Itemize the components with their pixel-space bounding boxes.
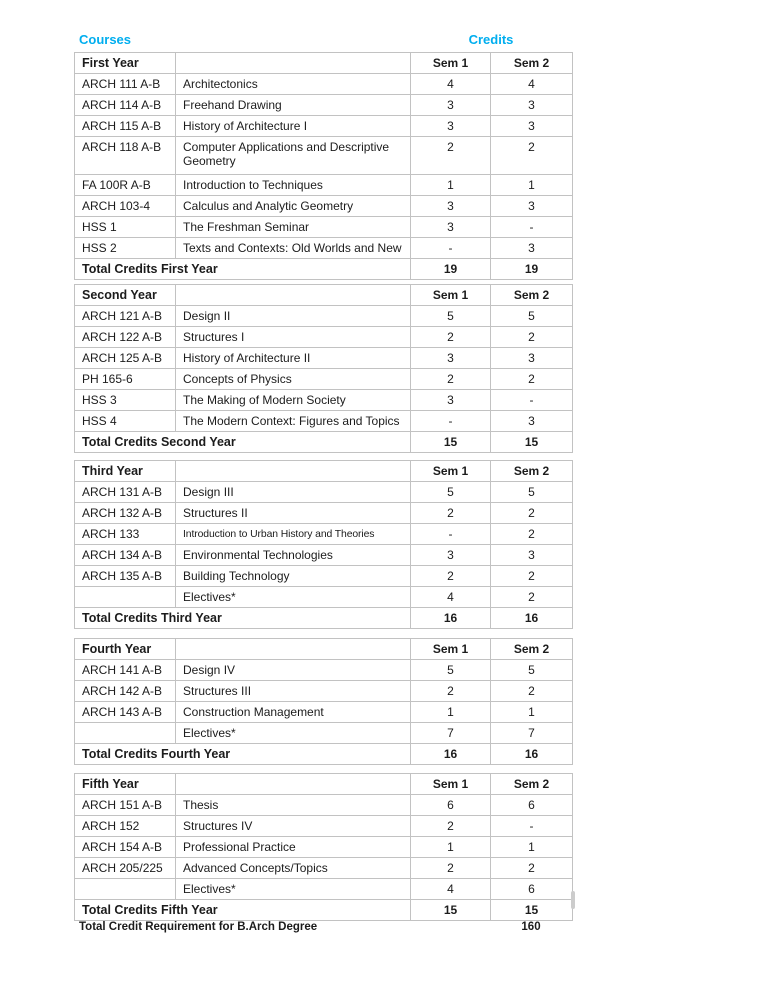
column-titles — [74, 32, 572, 48]
course-code-cell — [75, 723, 176, 744]
sem2-credit-cell: 3 — [491, 196, 573, 217]
table-header-row — [75, 774, 573, 795]
course-name-cell: Electives* — [176, 723, 411, 744]
course-code-cell: HSS 3 — [75, 390, 176, 411]
course-code-cell: ARCH 131 A-B — [75, 482, 176, 503]
sem2-credit-cell: 5 — [491, 306, 573, 327]
sem2-credit-cell: 2 — [491, 681, 573, 702]
sem2-credit-cell: 3 — [491, 348, 573, 369]
grand-total-row — [74, 921, 572, 937]
course-name-cell: History of Architecture I — [176, 116, 411, 137]
course-name-cell: Construction Management — [176, 702, 411, 723]
table-row — [75, 390, 573, 411]
course-code-cell: ARCH 122 A-B — [75, 327, 176, 348]
total-row — [75, 608, 573, 629]
sem1-credit-cell: 1 — [411, 175, 491, 196]
first-year-table — [74, 52, 573, 280]
sem1-credit-cell: 7 — [411, 723, 491, 744]
total-sem1-cell: 16 — [411, 608, 491, 629]
sem2-header: Sem 2 — [491, 774, 573, 795]
course-code-cell: ARCH 151 A-B — [75, 795, 176, 816]
course-name-cell: Structures II — [176, 503, 411, 524]
sem1-credit-cell: 6 — [411, 795, 491, 816]
course-code-cell: ARCH 134 A-B — [75, 545, 176, 566]
sem2-credit-cell: 2 — [491, 524, 573, 545]
sem2-credit-cell: 5 — [491, 660, 573, 681]
course-code-cell: HSS 2 — [75, 238, 176, 259]
course-name-cell: Computer Applications and Descriptive Geometry — [176, 137, 411, 175]
course-code-cell — [75, 587, 176, 608]
course-name-cell: The Freshman Seminar — [176, 217, 411, 238]
total-sem2-cell: 15 — [491, 432, 573, 453]
sem1-header: Sem 1 — [411, 285, 491, 306]
table-row — [75, 217, 573, 238]
sem1-credit-cell: 3 — [411, 217, 491, 238]
course-name-cell: Electives* — [176, 587, 411, 608]
table-row — [75, 660, 573, 681]
course-code-cell: ARCH 118 A-B — [75, 137, 176, 175]
sem2-header: Sem 2 — [491, 285, 573, 306]
total-label-cell: Total Credits Fifth Year — [75, 900, 411, 921]
course-code-cell: HSS 1 — [75, 217, 176, 238]
course-name-cell: Texts and Contexts: Old Worlds and New — [176, 238, 411, 259]
sem1-credit-cell: 2 — [411, 137, 491, 175]
total-row — [75, 259, 573, 280]
sem2-credit-cell: - — [491, 217, 573, 238]
sem2-credit-cell: 3 — [491, 411, 573, 432]
course-code-cell: ARCH 125 A-B — [75, 348, 176, 369]
total-sem2-cell: 15 — [491, 900, 573, 921]
sem2-credit-cell: 2 — [491, 858, 573, 879]
year-label: Second Year — [75, 285, 176, 306]
course-name-cell: History of Architecture II — [176, 348, 411, 369]
course-code-cell: ARCH 103-4 — [75, 196, 176, 217]
table-row — [75, 681, 573, 702]
course-code-cell: ARCH 141 A-B — [75, 660, 176, 681]
table-row — [75, 411, 573, 432]
sem1-header: Sem 1 — [411, 774, 491, 795]
table-header-row — [75, 461, 573, 482]
course-code-cell — [75, 879, 176, 900]
course-name-cell: Structures IV — [176, 816, 411, 837]
empty-header-cell — [176, 774, 411, 795]
sem1-credit-cell: 2 — [411, 566, 491, 587]
table-row — [75, 702, 573, 723]
table-row — [75, 116, 573, 137]
total-sem1-cell: 15 — [411, 432, 491, 453]
course-code-cell: ARCH 133 — [75, 524, 176, 545]
total-label-cell: Total Credits Second Year — [75, 432, 411, 453]
course-name-cell: Professional Practice — [176, 837, 411, 858]
table-row — [75, 858, 573, 879]
courses-title: Courses — [79, 32, 132, 47]
year-label: Fifth Year — [75, 774, 176, 795]
table-row — [75, 306, 573, 327]
sem1-credit-cell: 2 — [411, 858, 491, 879]
course-name-cell: Environmental Technologies — [176, 545, 411, 566]
sem1-credit-cell: 3 — [411, 545, 491, 566]
total-sem2-cell: 16 — [491, 608, 573, 629]
course-name-cell: Structures I — [176, 327, 411, 348]
sem2-credit-cell: 5 — [491, 482, 573, 503]
sem2-credit-cell: 4 — [491, 74, 573, 95]
scrollbar-thumb[interactable] — [571, 891, 575, 909]
credits-title: Credits — [468, 32, 514, 47]
table-row — [75, 175, 573, 196]
sem2-credit-cell: 3 — [491, 545, 573, 566]
fifth-year-table — [74, 773, 573, 921]
table-row — [75, 545, 573, 566]
sem1-credit-cell: 5 — [411, 482, 491, 503]
sem1-credit-cell: - — [411, 238, 491, 259]
sem2-credit-cell: 3 — [491, 95, 573, 116]
course-name-cell: Advanced Concepts/Topics — [176, 858, 411, 879]
sem2-credit-cell: 2 — [491, 566, 573, 587]
course-code-cell: PH 165-6 — [75, 369, 176, 390]
course-name-cell: The Modern Context: Figures and Topics — [176, 411, 411, 432]
course-code-cell: ARCH 121 A-B — [75, 306, 176, 327]
table-header-row — [75, 285, 573, 306]
sem1-credit-cell: 5 — [411, 660, 491, 681]
total-sem1-cell: 19 — [411, 259, 491, 280]
total-sem1-cell: 15 — [411, 900, 491, 921]
table-row — [75, 348, 573, 369]
course-name-cell: Building Technology — [176, 566, 411, 587]
total-label-cell: Total Credits Fourth Year — [75, 744, 411, 765]
sem2-credit-cell: 2 — [491, 327, 573, 348]
table-header-row — [75, 639, 573, 660]
sem2-credit-cell: - — [491, 816, 573, 837]
sem1-credit-cell: 1 — [411, 837, 491, 858]
sem1-credit-cell: 3 — [411, 390, 491, 411]
sem2-credit-cell: - — [491, 390, 573, 411]
course-code-cell: ARCH 205/225 — [75, 858, 176, 879]
total-label-cell: Total Credits Third Year — [75, 608, 411, 629]
table-row — [75, 238, 573, 259]
total-row — [75, 432, 573, 453]
sem1-credit-cell: 1 — [411, 702, 491, 723]
course-code-cell: ARCH 154 A-B — [75, 837, 176, 858]
course-name-cell: Introduction to Urban History and Theories — [176, 524, 411, 545]
table-header-row — [75, 53, 573, 74]
sem1-credit-cell: 2 — [411, 681, 491, 702]
sem1-credit-cell: 4 — [411, 74, 491, 95]
sem2-credit-cell: 1 — [491, 175, 573, 196]
sem2-credit-cell: 2 — [491, 587, 573, 608]
sem1-credit-cell: 2 — [411, 327, 491, 348]
course-name-cell: Design IV — [176, 660, 411, 681]
table-row — [75, 137, 573, 175]
sem1-credit-cell: 3 — [411, 116, 491, 137]
sem2-credit-cell: 6 — [491, 879, 573, 900]
sem1-credit-cell: 3 — [411, 95, 491, 116]
empty-header-cell — [176, 639, 411, 660]
empty-header-cell — [176, 461, 411, 482]
course-code-cell: ARCH 132 A-B — [75, 503, 176, 524]
year-label: Third Year — [75, 461, 176, 482]
year-label: First Year — [75, 53, 176, 74]
table-row — [75, 482, 573, 503]
sem2-credit-cell: 3 — [491, 116, 573, 137]
empty-header-cell — [176, 53, 411, 74]
course-name-cell: Design II — [176, 306, 411, 327]
sem2-credit-cell: 2 — [491, 369, 573, 390]
table-row — [75, 95, 573, 116]
course-name-cell: Freehand Drawing — [176, 95, 411, 116]
sem1-credit-cell: - — [411, 411, 491, 432]
sem2-header: Sem 2 — [491, 53, 573, 74]
sem1-credit-cell: 3 — [411, 348, 491, 369]
table-row — [75, 503, 573, 524]
total-sem1-cell: 16 — [411, 744, 491, 765]
sem2-credit-cell: 2 — [491, 137, 573, 175]
total-sem2-cell: 16 — [491, 744, 573, 765]
sem1-credit-cell: 4 — [411, 587, 491, 608]
course-name-cell: Thesis — [176, 795, 411, 816]
sem1-credit-cell: 2 — [411, 503, 491, 524]
course-name-cell: Calculus and Analytic Geometry — [176, 196, 411, 217]
total-row — [75, 744, 573, 765]
course-code-cell: ARCH 135 A-B — [75, 566, 176, 587]
table-row — [75, 587, 573, 608]
sem2-credit-cell: 7 — [491, 723, 573, 744]
sem2-credit-cell: 6 — [491, 795, 573, 816]
grand-total-value: 160 — [521, 921, 541, 933]
course-code-cell: HSS 4 — [75, 411, 176, 432]
course-code-cell: ARCH 114 A-B — [75, 95, 176, 116]
course-code-cell: FA 100R A-B — [75, 175, 176, 196]
table-row — [75, 816, 573, 837]
sem2-credit-cell: 2 — [491, 503, 573, 524]
course-code-cell: ARCH 143 A-B — [75, 702, 176, 723]
sem2-header: Sem 2 — [491, 461, 573, 482]
sem1-credit-cell: 2 — [411, 369, 491, 390]
course-name-cell: Introduction to Techniques — [176, 175, 411, 196]
sem1-header: Sem 1 — [411, 639, 491, 660]
course-name-cell: The Making of Modern Society — [176, 390, 411, 411]
table-row — [75, 723, 573, 744]
sem1-credit-cell: 2 — [411, 816, 491, 837]
table-row — [75, 74, 573, 95]
table-row — [75, 196, 573, 217]
course-code-cell: ARCH 115 A-B — [75, 116, 176, 137]
total-label-cell: Total Credits First Year — [75, 259, 411, 280]
sem1-header: Sem 1 — [411, 53, 491, 74]
course-name-cell: Electives* — [176, 879, 411, 900]
sem2-credit-cell: 3 — [491, 238, 573, 259]
year-label: Fourth Year — [75, 639, 176, 660]
table-row — [75, 327, 573, 348]
table-row — [75, 795, 573, 816]
course-name-cell: Design III — [176, 482, 411, 503]
course-code-cell: ARCH 142 A-B — [75, 681, 176, 702]
table-row — [75, 566, 573, 587]
sem1-credit-cell: - — [411, 524, 491, 545]
table-row — [75, 369, 573, 390]
second-year-table — [74, 284, 573, 453]
sem2-credit-cell: 1 — [491, 837, 573, 858]
fourth-year-table — [74, 638, 573, 765]
sem1-credit-cell: 4 — [411, 879, 491, 900]
table-row — [75, 879, 573, 900]
empty-header-cell — [176, 285, 411, 306]
course-name-cell: Architectonics — [176, 74, 411, 95]
third-year-table — [74, 460, 573, 629]
sem1-credit-cell: 5 — [411, 306, 491, 327]
sem1-credit-cell: 3 — [411, 196, 491, 217]
total-sem2-cell: 19 — [491, 259, 573, 280]
sem1-header: Sem 1 — [411, 461, 491, 482]
course-name-cell: Concepts of Physics — [176, 369, 411, 390]
sem2-credit-cell: 1 — [491, 702, 573, 723]
total-row — [75, 900, 573, 921]
course-code-cell: ARCH 152 — [75, 816, 176, 837]
sem2-header: Sem 2 — [491, 639, 573, 660]
table-row — [75, 524, 573, 545]
course-name-cell: Structures III — [176, 681, 411, 702]
course-code-cell: ARCH 111 A-B — [75, 74, 176, 95]
table-row — [75, 837, 573, 858]
grand-total-label: Total Credit Requirement for B.Arch Degree — [79, 921, 318, 933]
